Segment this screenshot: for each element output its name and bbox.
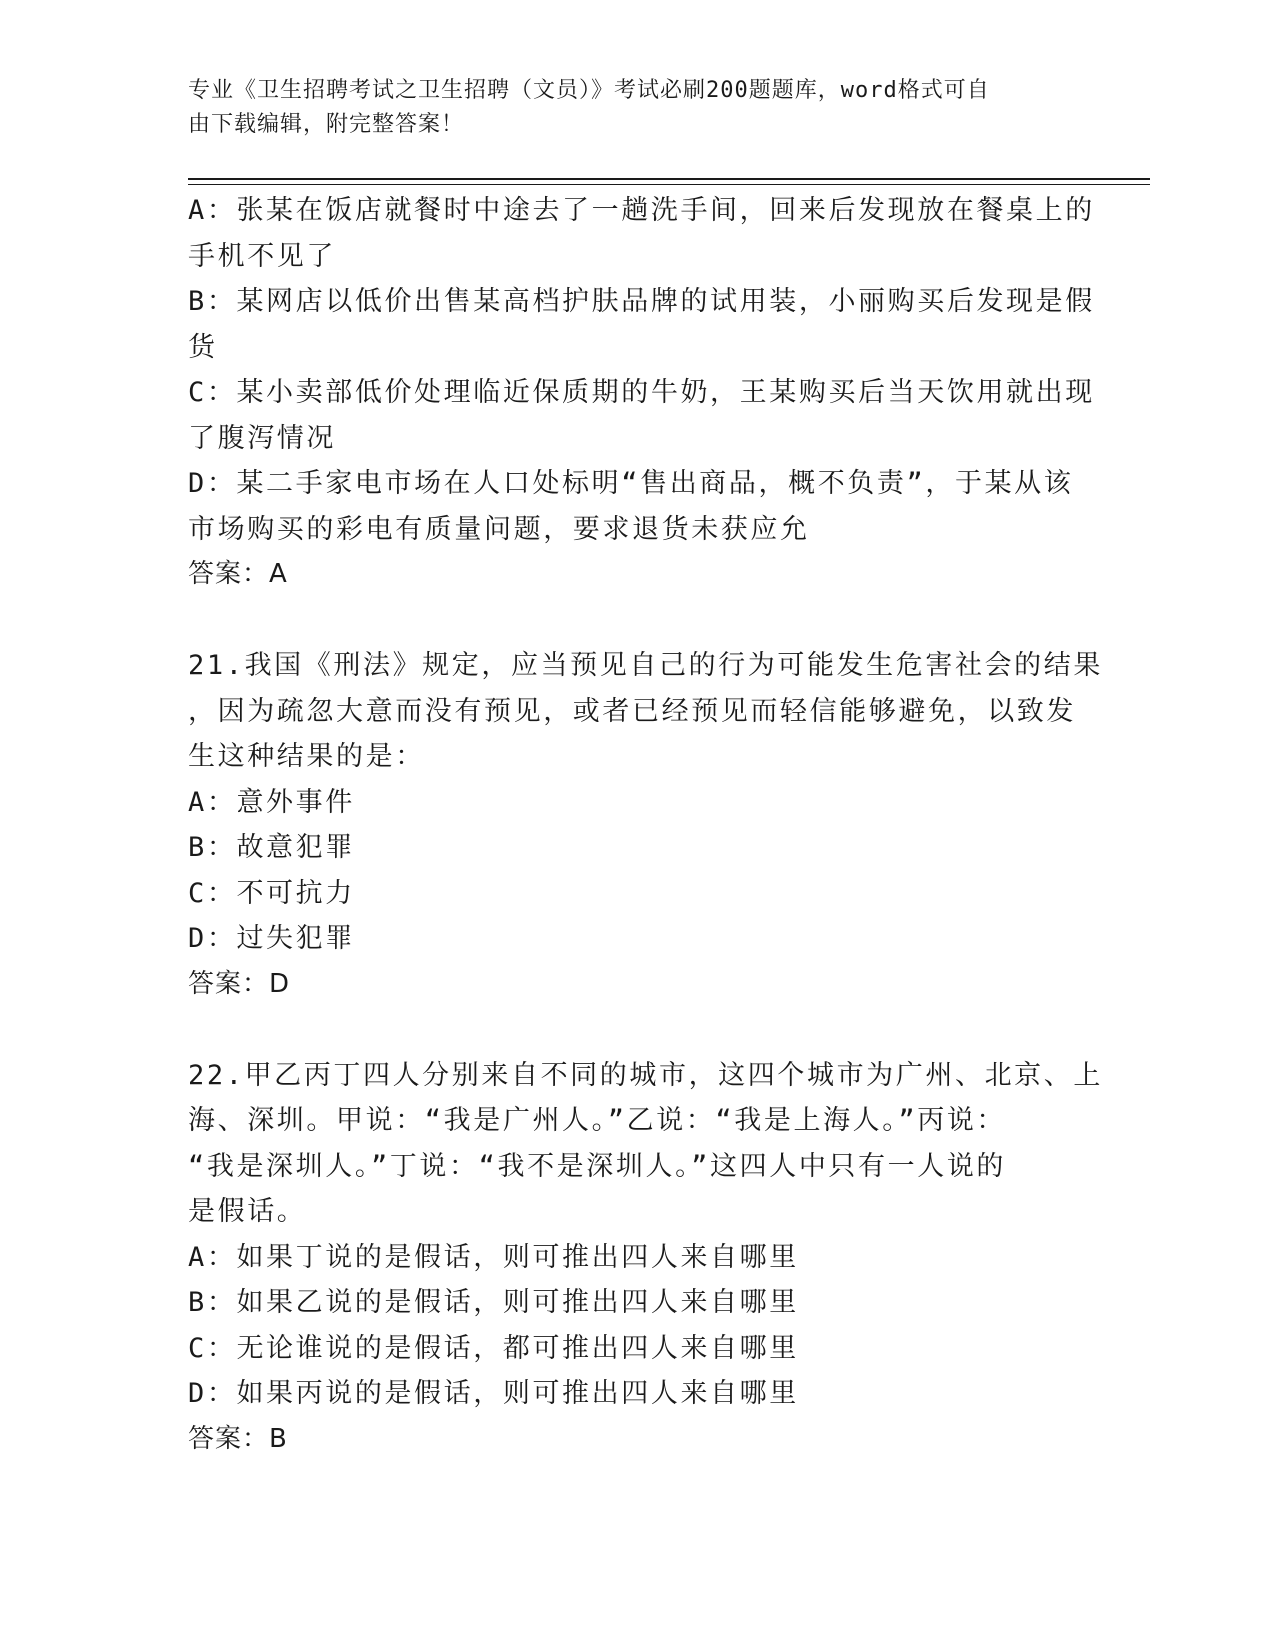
question-stem-line: ，因为疏忽大意而没有预见，或者已经预见而轻信能够避免，以致发 <box>188 695 1076 727</box>
option-b-line: 货 <box>188 331 218 363</box>
option-c: C：不可抗力 <box>188 877 355 909</box>
option-d: D：如果丙说的是假话，则可推出四人来自哪里 <box>188 1378 799 1409</box>
document-header <box>188 74 1068 142</box>
option-b-line: B：某网店以低价出售某高档护肤品牌的试用装，小丽购买后发现是假 <box>188 286 1095 317</box>
option-c: C：无论谁说的是假话，都可推出四人来自哪里 <box>188 1332 799 1364</box>
answer-label: 答案：A <box>188 559 288 589</box>
option-d-line: D：某二手家电市场在人口处标明“售出商品，概不负责”，于某从该 <box>188 468 1074 499</box>
header-line: 专业《卫生招聘考试之卫生招聘（文员）》考试必刷200题题库，word格式可自 <box>188 78 990 103</box>
spacer <box>188 598 1088 644</box>
prev-question <box>188 188 1095 598</box>
answer-label: 答案：B <box>188 1423 288 1454</box>
question-content <box>188 188 1103 1462</box>
header-divider <box>188 178 1150 185</box>
question-22 <box>188 1053 1103 1463</box>
question-stem-line: 生这种结果的是： <box>188 741 425 772</box>
question-stem-line: 22.甲乙丙丁四人分别来自不同的城市，这四个城市为广州、北京、上 <box>188 1059 1103 1091</box>
option-c-line: 了腹泻情况 <box>188 422 336 454</box>
answer-label: 答案：D <box>188 968 291 999</box>
question-21 <box>188 643 1103 1007</box>
option-a-line: 手机不见了 <box>188 240 336 272</box>
option-a: A：如果丁说的是假话，则可推出四人来自哪里 <box>188 1241 799 1273</box>
option-d: D：过失犯罪 <box>188 923 355 954</box>
header-line: 由下载编辑，附完整答案！ <box>188 112 465 137</box>
spacer <box>188 1007 1088 1053</box>
option-a-line: A：张某在饭店就餐时中途去了一趟洗手间，回来后发现放在餐桌上的 <box>188 195 1095 226</box>
question-stem-line: 是假话。 <box>188 1196 307 1227</box>
option-b: B：故意犯罪 <box>188 832 355 863</box>
option-d-line: 市场购买的彩电有质量问题，要求退货未获应允 <box>188 513 810 545</box>
question-stem-line: 21.我国《刑法》规定，应当预见自己的行为可能发生危害社会的结果 <box>188 650 1103 681</box>
question-stem-line: 海、深圳。甲说：“我是广州人。”乙说：“我是上海人。”丙说： <box>188 1105 1007 1136</box>
option-c-line: C：某小卖部低价处理临近保质期的牛奶，王某购买后当天饮用就出现 <box>188 377 1095 408</box>
question-stem-line: “我是深圳人。”丁说：“我不是深圳人。”这四人中只有一人说的 <box>188 1150 1007 1182</box>
option-b: B：如果乙说的是假话，则可推出四人来自哪里 <box>188 1287 799 1318</box>
option-a: A：意外事件 <box>188 786 355 818</box>
